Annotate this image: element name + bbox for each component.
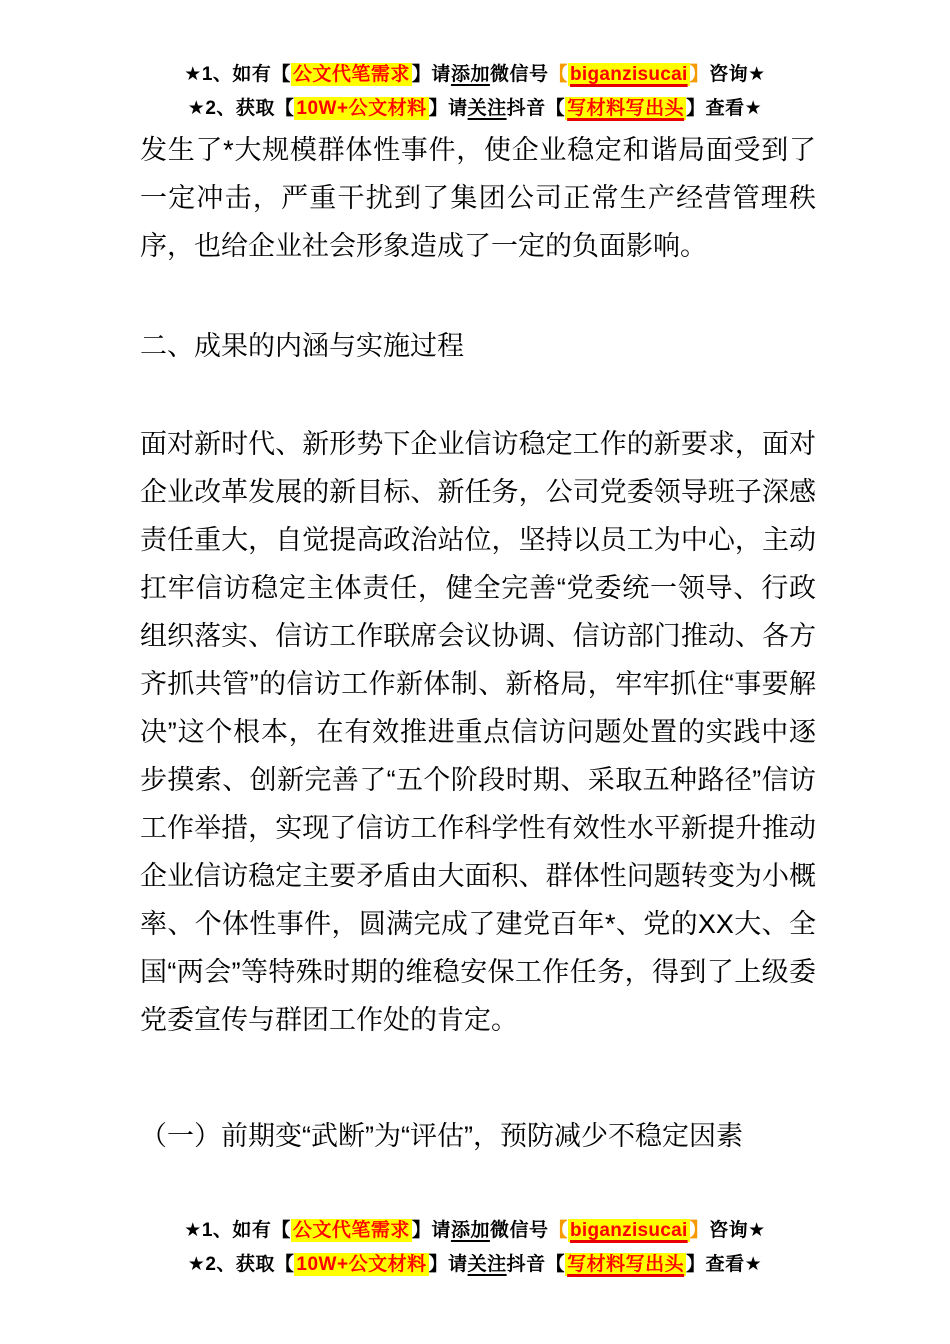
promo-text: 咨询★ (709, 64, 766, 85)
materials-highlight: 10W+公文材料 (296, 98, 427, 119)
promo-line-2 (0, 92, 950, 126)
promo-line-1 (0, 1214, 950, 1248)
add-underline-text: 添加 (450, 64, 490, 85)
promo-text: 抖音【 (506, 1254, 566, 1275)
promo-text: 】查看★ (686, 98, 763, 119)
promo-text: 】请 (411, 64, 451, 85)
service-highlight: 公文代笔需求 (292, 1220, 410, 1241)
wechat-id-highlight: biganzisucai (569, 1220, 688, 1241)
subsection-heading: （一）前期变“武断”为“评估”，预防减少不稳定因素 (140, 1121, 743, 1151)
douyin-account-highlight: 写材料写出头 (567, 1254, 685, 1275)
bracket-open: 【 (548, 64, 568, 85)
follow-underline-text: 关注 (467, 98, 507, 119)
promo-line-2 (0, 1248, 950, 1282)
continuation-paragraph: 发生了*大规模群体性事件，使企业稳定和谐局面受到了一定冲击，严重干扰到了集团公司正常生产经营管理秩序，也给企业社会形象造成了一定的负面影响。 (140, 135, 816, 261)
promo-text: ★2、获取【 (187, 1254, 295, 1275)
promo-banner-bottom (0, 1214, 950, 1282)
promo-text: ★1、如有【 (184, 64, 291, 85)
promo-text: 】查看★ (686, 1254, 763, 1275)
body-paragraph: 面对新时代、新形势下企业信访稳定工作的新要求，面对企业改革发展的新目标、新任务，公司党委领导班子深感责任重大，自觉提高政治站位，坚持以员工为中心，主动扛牢信访稳定主体责任，健全完善“党委统一领导、行政组织落实、信访工作联席会议协调、信访部门推动、各方齐抓共管”的信访工作新体制、新格局，牢牢抓住“事要解决”这个根本，在有效推进重点信访问题处置的实践中逐步摸索、创新完善了“五个阶段时期、采取五种路径”信访工作举措，实现了信访工作科学性有效性水平新提升推动企业信访稳定主要矛盾由大面积、群体性问题转变为小概率、个体性事件，圆满完成了建党百年*、党的XX大、全国“两会”等特殊时期的维稳安保工作任务，得到了上级委党委宣传与群团工作处的肯定。 (140, 429, 816, 1035)
materials-highlight: 10W+公文材料 (296, 1254, 427, 1275)
service-highlight: 公文代笔需求 (292, 64, 410, 85)
promo-text: 微信号 (489, 1220, 549, 1241)
add-underline-text: 添加 (450, 1220, 490, 1241)
document-content (140, 126, 816, 1160)
promo-text: 】请 (428, 1254, 468, 1275)
promo-text: ★1、如有【 (184, 1220, 291, 1241)
wechat-id-highlight: biganzisucai (569, 64, 688, 85)
promo-text: 】请 (411, 1220, 451, 1241)
promo-text: 】请 (428, 98, 468, 119)
promo-text: 咨询★ (709, 1220, 766, 1241)
bracket-close: 】 (689, 64, 710, 85)
promo-banner-top (0, 0, 950, 126)
promo-text: 抖音【 (506, 98, 566, 119)
section-heading: 二、成果的内涵与实施过程 (140, 331, 464, 361)
promo-line-1 (0, 58, 950, 92)
promo-text: 微信号 (489, 64, 549, 85)
promo-text: ★2、获取【 (187, 98, 295, 119)
bracket-open: 【 (548, 1220, 568, 1241)
douyin-account-highlight: 写材料写出头 (567, 98, 685, 119)
bracket-close: 】 (689, 1220, 710, 1241)
follow-underline-text: 关注 (467, 1254, 507, 1275)
